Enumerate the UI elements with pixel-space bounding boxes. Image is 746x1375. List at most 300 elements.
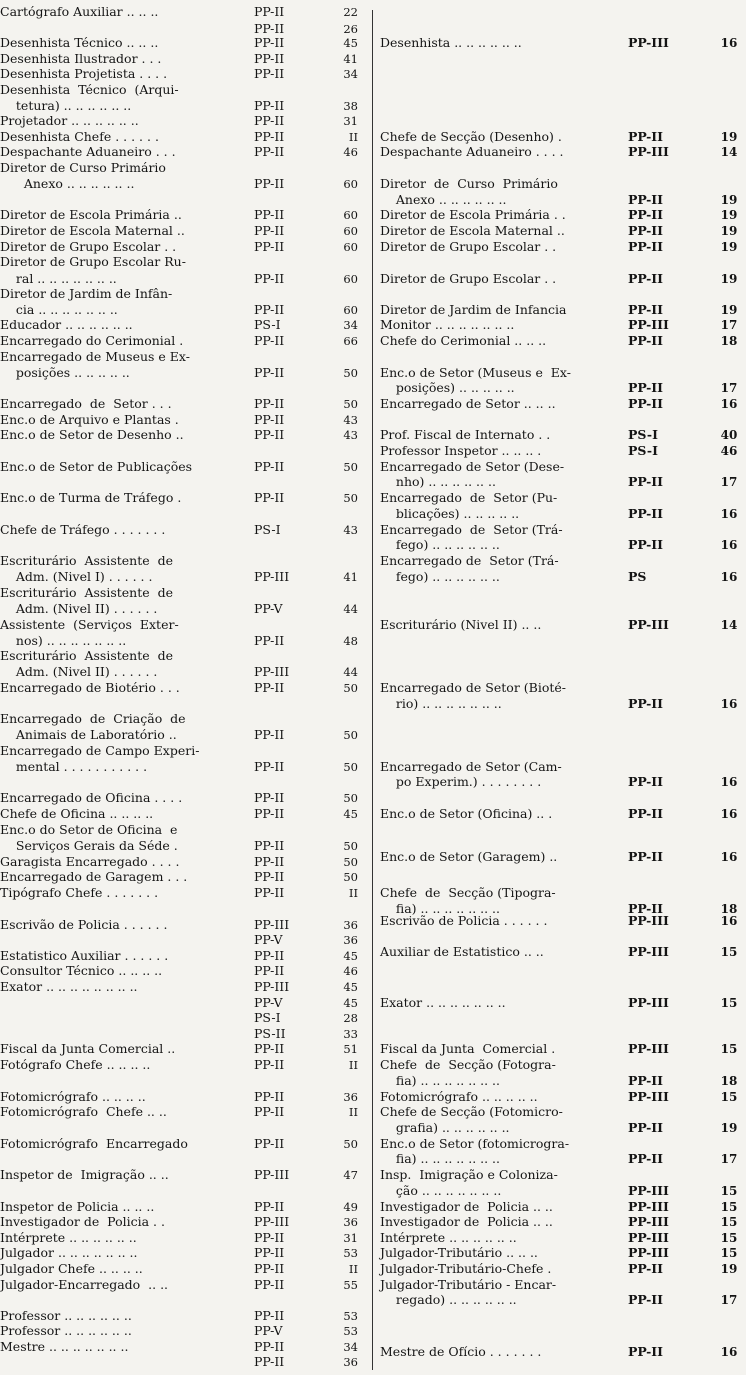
left-position-title: Diretor de Curso Primário [0, 160, 166, 175]
right-position-title: Diretor de Grupo Escolar . . [380, 239, 557, 254]
left-level-number: 47 [343, 1168, 358, 1182]
left-level-number: 34 [343, 1340, 358, 1354]
right-class-code: PP-III [628, 913, 669, 928]
right-class-code: PP-II [628, 901, 663, 916]
left-position-title: Exator .. .. .. .. .. .. .. .. [0, 979, 138, 994]
left-position-title: Encarregado de Biotério . . . [0, 680, 180, 695]
left-class-code: PP-II [254, 854, 285, 869]
left-class-code: PP-II [254, 680, 285, 695]
left-class-code: PP-II [254, 1199, 285, 1214]
left-class-code: PP-II [254, 129, 285, 144]
left-position-title: Fotógrafo Chefe .. .. .. .. [0, 1057, 151, 1072]
left-class-code: PP-III [254, 1167, 290, 1182]
right-position-title: Diretor de Curso Primário [380, 176, 558, 191]
left-class-code: PP-V [254, 1323, 283, 1338]
left-level-number: 26 [343, 22, 358, 36]
left-class-code: PS-II [254, 1026, 286, 1041]
left-position-title: Encarregado de Museus e Ex- [0, 349, 190, 364]
left-level-number: 34 [343, 318, 358, 332]
left-class-code: PP-II [254, 838, 285, 853]
right-level-number: 19 [720, 272, 738, 286]
right-level-number: 16 [720, 697, 738, 711]
right-level-number: 19 [720, 1262, 738, 1276]
left-class-code: PP-II [254, 176, 285, 191]
left-level-number: 60 [343, 240, 358, 254]
right-position-title: Anexo .. .. .. .. .. .. [380, 192, 507, 207]
right-position-title: Chefe de Secção (Fotomicro- [380, 1104, 563, 1119]
left-class-code: PP-II [254, 869, 285, 884]
left-class-code: PP-II [254, 365, 285, 380]
right-class-code: PS-I [628, 443, 658, 458]
right-class-code: PP-II [628, 774, 663, 789]
right-level-number: 19 [720, 240, 738, 254]
right-class-code: PP-III [628, 317, 669, 332]
left-level-number: 45 [343, 980, 358, 994]
right-position-title: regado) .. .. .. .. .. .. [380, 1292, 517, 1307]
right-class-code: PP-II [628, 1261, 663, 1276]
left-class-code: PP-II [254, 1245, 285, 1260]
right-level-number: 16 [720, 807, 738, 821]
right-class-code: PP-II [628, 1292, 663, 1307]
right-level-number: 18 [720, 902, 738, 916]
left-position-title: Anexo .. .. .. .. .. .. [0, 176, 135, 191]
left-level-number: 41 [343, 52, 358, 66]
right-position-title: Escriturário (Nivel II) .. .. [380, 617, 542, 632]
left-level-number: II [348, 1105, 358, 1119]
right-position-title: Chefe de Secção (Desenho) . [380, 129, 562, 144]
right-position-title: Diretor de Escola Primária . . [380, 207, 566, 222]
right-position-title: Encarregado de Setor (Trá- [380, 522, 563, 537]
right-level-number: 16 [720, 1345, 738, 1359]
right-level-number: 16 [720, 850, 738, 864]
right-position-title: Encarregado de Setor (Pu- [380, 490, 558, 505]
right-position-title: blicações) .. .. .. .. .. [380, 506, 520, 521]
right-position-title: Encarregado de Setor (Dese- [380, 459, 565, 474]
left-class-code: PP-II [254, 271, 285, 286]
left-level-number: 44 [343, 602, 358, 616]
left-level-number: 50 [343, 366, 358, 380]
left-class-code: PP-II [254, 727, 285, 742]
column-divider [372, 10, 373, 1370]
right-position-title: Enc.o de Setor (Oficina) .. . [380, 806, 553, 821]
left-level-number: 60 [343, 177, 358, 191]
right-level-number: 46 [720, 444, 738, 458]
right-level-number: 16 [720, 397, 738, 411]
left-position-title: Desenhista Técnico (Arqui- [0, 82, 179, 97]
left-class-code: PP-II [254, 302, 285, 317]
right-class-code: PP-III [628, 1245, 669, 1260]
left-class-code: PP-II [254, 223, 285, 238]
right-class-code: PP-III [628, 995, 669, 1010]
left-position-title: Assistente (Serviços Exter- [0, 617, 179, 632]
right-class-code: PP-II [628, 223, 663, 238]
right-class-code: PP-II [628, 537, 663, 552]
left-position-title: Enc.o do Setor de Oficina e [0, 822, 178, 837]
right-level-number: 15 [720, 1246, 738, 1260]
left-level-number: 43 [343, 523, 358, 537]
left-level-number: 60 [343, 272, 358, 286]
right-position-title: Fiscal da Junta Comercial . [380, 1041, 556, 1056]
left-class-code: PP-V [254, 995, 283, 1010]
left-level-number: 49 [343, 1200, 358, 1214]
right-level-number: 16 [720, 914, 738, 928]
right-position-title: Enc.o de Setor (Museus e Ex- [380, 365, 571, 380]
left-position-title: Professor .. .. .. .. .. .. [0, 1308, 132, 1323]
right-class-code: PP-II [628, 1344, 663, 1359]
left-level-number: 31 [343, 114, 358, 128]
left-class-code: PP-II [254, 759, 285, 774]
left-position-title: Serviços Gerais da Séde . [0, 838, 178, 853]
right-position-title: Diretor de Grupo Escolar . . [380, 271, 557, 286]
right-position-title: Investigador de Policia .. .. [380, 1214, 553, 1229]
right-class-code: PP-II [628, 396, 663, 411]
left-level-number: 60 [343, 208, 358, 222]
left-class-code: PP-II [254, 1308, 285, 1323]
left-class-code: PP-II [254, 1136, 285, 1151]
left-position-title: Enc.o de Turma de Tráfego . [0, 490, 182, 505]
left-position-title: Diretor de Grupo Escolar . . [0, 239, 177, 254]
left-position-title: Tipógrafo Chefe . . . . . . . [0, 885, 159, 900]
right-position-title: posições) .. .. .. .. .. [380, 380, 515, 395]
left-class-code: PP-II [254, 963, 285, 978]
right-position-title: Mestre de Ofício . . . . . . . [380, 1344, 542, 1359]
left-level-number: 36 [343, 933, 358, 947]
right-position-title: Encarregado de Setor (Bioté- [380, 680, 566, 695]
right-class-code: PP-III [628, 1214, 669, 1229]
right-level-number: 15 [720, 945, 738, 959]
right-position-title: Encarregado de Setor (Cam- [380, 759, 562, 774]
left-class-code: PS-I [254, 1010, 281, 1025]
right-position-title: Prof. Fiscal de Internato . . [380, 427, 551, 442]
left-position-title: Escriturário Assistente de [0, 648, 173, 663]
right-position-title: Diretor de Jardim de Infancia [380, 302, 567, 317]
left-level-number: II [348, 1058, 358, 1072]
left-position-title: ral .. .. .. .. .. .. .. [0, 271, 117, 286]
left-class-code: PP-V [254, 932, 283, 947]
right-level-number: 19 [720, 1121, 738, 1135]
left-level-number: 46 [343, 964, 358, 978]
right-level-number: 15 [720, 1215, 738, 1229]
left-position-title: Adm. (Nivel I) . . . . . . [0, 569, 153, 584]
right-position-title: Encarregado de Setor (Trá- [380, 553, 559, 568]
right-class-code: PS-I [628, 427, 658, 442]
right-class-code: PP-III [628, 1089, 669, 1104]
left-class-code: PP-II [254, 1339, 285, 1354]
right-level-number: 18 [720, 334, 738, 348]
left-class-code: PP-II [254, 1261, 285, 1276]
right-level-number: 18 [720, 1074, 738, 1088]
left-class-code: PP-II [254, 239, 285, 254]
right-class-code: PP-III [628, 1041, 669, 1056]
left-position-title: Fiscal da Junta Comercial .. [0, 1041, 176, 1056]
left-class-code: PP-II [254, 4, 285, 19]
right-level-number: 40 [720, 428, 738, 442]
left-position-title: Adm. (Nivel II) . . . . . . [0, 601, 158, 616]
left-position-title: posições .. .. .. .. .. [0, 365, 130, 380]
left-class-code: PP-III [254, 979, 290, 994]
left-class-code: PP-II [254, 1104, 285, 1119]
left-position-title: Chefe de Oficina .. .. .. .. [0, 806, 154, 821]
right-level-number: 19 [720, 224, 738, 238]
left-level-number: II [348, 1262, 358, 1276]
right-position-title: Diretor de Escola Maternal .. [380, 223, 565, 238]
left-level-number: 31 [343, 1231, 358, 1245]
left-level-number: 36 [343, 1090, 358, 1104]
left-position-title: Desenhista Chefe . . . . . . [0, 129, 159, 144]
left-class-code: PP-II [254, 207, 285, 222]
right-class-code: PP-II [628, 1120, 663, 1135]
left-class-code: PP-II [254, 51, 285, 66]
left-position-title: Cartógrafo Auxiliar .. .. .. [0, 4, 159, 19]
left-position-title: cia .. .. .. .. .. .. .. [0, 302, 118, 317]
left-position-title: Julgador-Encarregado .. .. [0, 1277, 169, 1292]
left-position-title: Inspetor de Policia .. .. .. [0, 1199, 155, 1214]
left-position-title: Enc.o de Setor de Publicações [0, 459, 193, 474]
left-level-number: 50 [343, 1137, 358, 1151]
left-class-code: PP-II [254, 948, 285, 963]
right-position-title: Investigador de Policia .. .. [380, 1199, 553, 1214]
right-position-title: fia) .. .. .. .. .. .. .. [380, 1073, 501, 1088]
left-level-number: 51 [343, 1042, 358, 1056]
right-position-title: grafia) .. .. .. .. .. .. [380, 1120, 510, 1135]
left-class-code: PP-II [254, 427, 285, 442]
left-level-number: 50 [343, 791, 358, 805]
left-position-title: Desenhista Ilustrador . . . [0, 51, 162, 66]
left-class-code: PP-III [254, 917, 290, 932]
right-level-number: 19 [720, 193, 738, 207]
left-class-code: PP-II [254, 459, 285, 474]
right-level-number: 16 [720, 570, 738, 584]
right-class-code: PP-II [628, 333, 663, 348]
left-position-title: Julgador .. .. .. .. .. .. .. [0, 1245, 138, 1260]
left-class-code: PP-II [254, 490, 285, 505]
left-class-code: PP-V [254, 601, 283, 616]
left-position-title: Fotomicrógrafo Chefe .. .. [0, 1104, 167, 1119]
right-level-number: 16 [720, 538, 738, 552]
left-class-code: PS-I [254, 317, 281, 332]
left-position-title: Inspetor de Imigração .. .. [0, 1167, 169, 1182]
left-class-code: PP-II [254, 412, 285, 427]
right-class-code: PP-II [628, 849, 663, 864]
left-position-title: Animais de Laboratório .. [0, 727, 177, 742]
left-level-number: 38 [343, 99, 358, 113]
right-position-title: Julgador-Tributário-Chefe . [380, 1261, 552, 1276]
left-position-title: Desenhista Projetista . . . . [0, 66, 168, 81]
right-position-title: Monitor .. .. .. .. .. .. .. [380, 317, 515, 332]
left-position-title: Escriturário Assistente de [0, 585, 173, 600]
left-position-title: Diretor de Grupo Escolar Ru- [0, 254, 186, 269]
left-level-number: II [348, 886, 358, 900]
right-position-title: Insp. Imigração e Coloniza- [380, 1167, 558, 1182]
right-position-title: Enc.o de Setor (fotomicrogra- [380, 1136, 570, 1151]
left-position-title: mental . . . . . . . . . . . [0, 759, 148, 774]
left-position-title: Educador .. .. .. .. .. .. [0, 317, 133, 332]
right-class-code: PP-III [628, 144, 669, 159]
left-position-title: Encarregado de Garagem . . . [0, 869, 188, 884]
right-level-number: 15 [720, 1231, 738, 1245]
right-class-code: PP-III [628, 1230, 669, 1245]
left-position-title: Investigador de Policia . . [0, 1214, 165, 1229]
left-position-title: Desenhista Técnico .. .. .. [0, 35, 159, 50]
left-position-title: Professor .. .. .. .. .. .. [0, 1323, 132, 1338]
left-level-number: 45 [343, 949, 358, 963]
right-position-title: rio) .. .. .. .. .. .. .. [380, 696, 502, 711]
right-position-title: Desenhista .. .. .. .. .. .. [380, 35, 522, 50]
left-position-title: Adm. (Nivel II) . . . . . . [0, 664, 158, 679]
right-class-code: PP-III [628, 944, 669, 959]
left-position-title: Garagista Encarregado . . . . [0, 854, 180, 869]
left-position-title: Fotomicrógrafo .. .. .. .. [0, 1089, 146, 1104]
left-position-title: Enc.o de Setor de Desenho .. [0, 427, 184, 442]
left-level-number: 43 [343, 413, 358, 427]
left-level-number: 53 [343, 1324, 358, 1338]
right-level-number: 17 [720, 1152, 738, 1166]
left-level-number: 50 [343, 760, 358, 774]
left-level-number: 50 [343, 397, 358, 411]
right-level-number: 16 [720, 36, 738, 50]
right-position-title: po Experim.) . . . . . . . . [380, 774, 542, 789]
left-class-code: PP-II [254, 98, 285, 113]
left-level-number: 33 [343, 1027, 358, 1041]
right-level-number: 14 [720, 145, 738, 159]
left-level-number: 60 [343, 303, 358, 317]
right-level-number: 17 [720, 1293, 738, 1307]
left-position-title: Fotomicrógrafo Encarregado [0, 1136, 188, 1151]
right-level-number: 15 [720, 1042, 738, 1056]
left-position-title: Despachante Aduaneiro . . . [0, 144, 176, 159]
left-class-code: PP-II [254, 1354, 285, 1369]
left-position-title: tetura) .. .. .. .. .. .. [0, 98, 132, 113]
right-position-title: Exator .. .. .. .. .. .. .. [380, 995, 506, 1010]
left-class-code: PP-II [254, 113, 285, 128]
left-level-number: 48 [343, 634, 358, 648]
left-level-number: 45 [343, 36, 358, 50]
left-class-code: PP-II [254, 396, 285, 411]
right-position-title: Escrivão de Policia . . . . . . [380, 913, 548, 928]
right-class-code: PP-II [628, 129, 663, 144]
right-level-number: 16 [720, 507, 738, 521]
right-level-number: 15 [720, 1200, 738, 1214]
right-class-code: PS [628, 569, 647, 584]
left-level-number: 36 [343, 918, 358, 932]
right-level-number: 15 [720, 1184, 738, 1198]
right-position-title: Intérprete .. .. .. .. .. .. [380, 1230, 517, 1245]
right-position-title: Chefe de Secção (Tipogra- [380, 885, 556, 900]
right-class-code: PP-III [628, 35, 669, 50]
right-class-code: PP-II [628, 1073, 663, 1088]
left-position-title: Encarregado do Cerimonial . [0, 333, 184, 348]
left-level-number: 46 [343, 145, 358, 159]
left-level-number: 50 [343, 681, 358, 695]
left-class-code: PP-II [254, 1230, 285, 1245]
left-position-title: Encarregado de Setor . . . [0, 396, 172, 411]
right-level-number: 15 [720, 1090, 738, 1104]
left-class-code: PP-II [254, 885, 285, 900]
left-position-title: Escriturário Assistente de [0, 553, 173, 568]
right-position-title: Chefe de Secção (Fotogra- [380, 1057, 556, 1072]
right-position-title: Julgador-Tributário - Encar- [380, 1277, 557, 1292]
right-class-code: PP-II [628, 696, 663, 711]
left-position-title: Diretor de Jardim de Infân- [0, 286, 173, 301]
right-class-code: PP-II [628, 474, 663, 489]
right-class-code: PP-II [628, 302, 663, 317]
left-class-code: PP-II [254, 1277, 285, 1292]
left-level-number: 50 [343, 491, 358, 505]
left-level-number: 36 [343, 1355, 358, 1369]
left-class-code: PP-II [254, 35, 285, 50]
left-level-number: 53 [343, 1246, 358, 1260]
left-position-title: Chefe de Tráfego . . . . . . . [0, 522, 166, 537]
left-level-number: 53 [343, 1309, 358, 1323]
right-class-code: PP-II [628, 192, 663, 207]
left-class-code: PP-II [254, 1089, 285, 1104]
right-position-title: Fotomicrógrafo .. .. .. .. .. [380, 1089, 538, 1104]
right-position-title: fego) .. .. .. .. .. .. [380, 569, 500, 584]
right-position-title: nho) .. .. .. .. .. .. [380, 474, 496, 489]
left-class-code: PP-II [254, 333, 285, 348]
right-class-code: PP-II [628, 207, 663, 222]
right-class-code: PP-II [628, 506, 663, 521]
left-level-number: 44 [343, 665, 358, 679]
right-position-title: fia) .. .. .. .. .. .. .. [380, 901, 501, 916]
left-level-number: 55 [343, 1278, 358, 1292]
left-position-title: nos) .. .. .. .. .. .. .. [0, 633, 127, 648]
left-position-title: Diretor de Escola Primária .. [0, 207, 182, 222]
left-class-code: PP-II [254, 144, 285, 159]
right-class-code: PP-II [628, 271, 663, 286]
left-class-code: PP-II [254, 633, 285, 648]
right-level-number: 19 [720, 130, 738, 144]
left-position-title: Escrivão de Policia . . . . . . [0, 917, 168, 932]
right-class-code: PP-II [628, 380, 663, 395]
right-class-code: PP-II [628, 806, 663, 821]
left-level-number: 36 [343, 1215, 358, 1229]
left-level-number: 45 [343, 996, 358, 1010]
left-level-number: II [348, 130, 358, 144]
right-class-code: PP-III [628, 617, 669, 632]
right-class-code: PP-III [628, 1199, 669, 1214]
right-position-title: Auxiliar de Estatistico .. .. [380, 944, 544, 959]
right-level-number: 19 [720, 303, 738, 317]
left-position-title: Projetador .. .. .. .. .. .. [0, 113, 139, 128]
right-level-number: 19 [720, 208, 738, 222]
left-class-code: PP-II [254, 806, 285, 821]
left-class-code: PP-II [254, 21, 285, 36]
left-level-number: 50 [343, 460, 358, 474]
right-position-title: Julgador-Tributário .. .. .. [380, 1245, 538, 1260]
left-level-number: 34 [343, 67, 358, 81]
right-position-title: Enc.o de Setor (Garagem) .. [380, 849, 558, 864]
left-class-code: PP-II [254, 1057, 285, 1072]
right-level-number: 17 [720, 475, 738, 489]
left-class-code: PP-II [254, 66, 285, 81]
right-position-title: fego) .. .. .. .. .. .. [380, 537, 500, 552]
left-level-number: 28 [343, 1011, 358, 1025]
left-level-number: 66 [343, 334, 358, 348]
left-level-number: 22 [343, 5, 358, 19]
left-position-title: Encarregado de Campo Experi- [0, 743, 200, 758]
left-position-title: Estatistico Auxiliar . . . . . . [0, 948, 169, 963]
right-class-code: PP-II [628, 239, 663, 254]
left-position-title: Consultor Técnico .. .. .. .. [0, 963, 163, 978]
right-class-code: PP-III [628, 1183, 669, 1198]
left-class-code: PP-III [254, 1214, 290, 1229]
left-level-number: 43 [343, 428, 358, 442]
left-class-code: PP-II [254, 790, 285, 805]
left-position-title: Diretor de Escola Maternal .. [0, 223, 185, 238]
right-position-title: fia) .. .. .. .. .. .. .. [380, 1151, 501, 1166]
left-position-title: Encarregado de Criação de [0, 711, 186, 726]
